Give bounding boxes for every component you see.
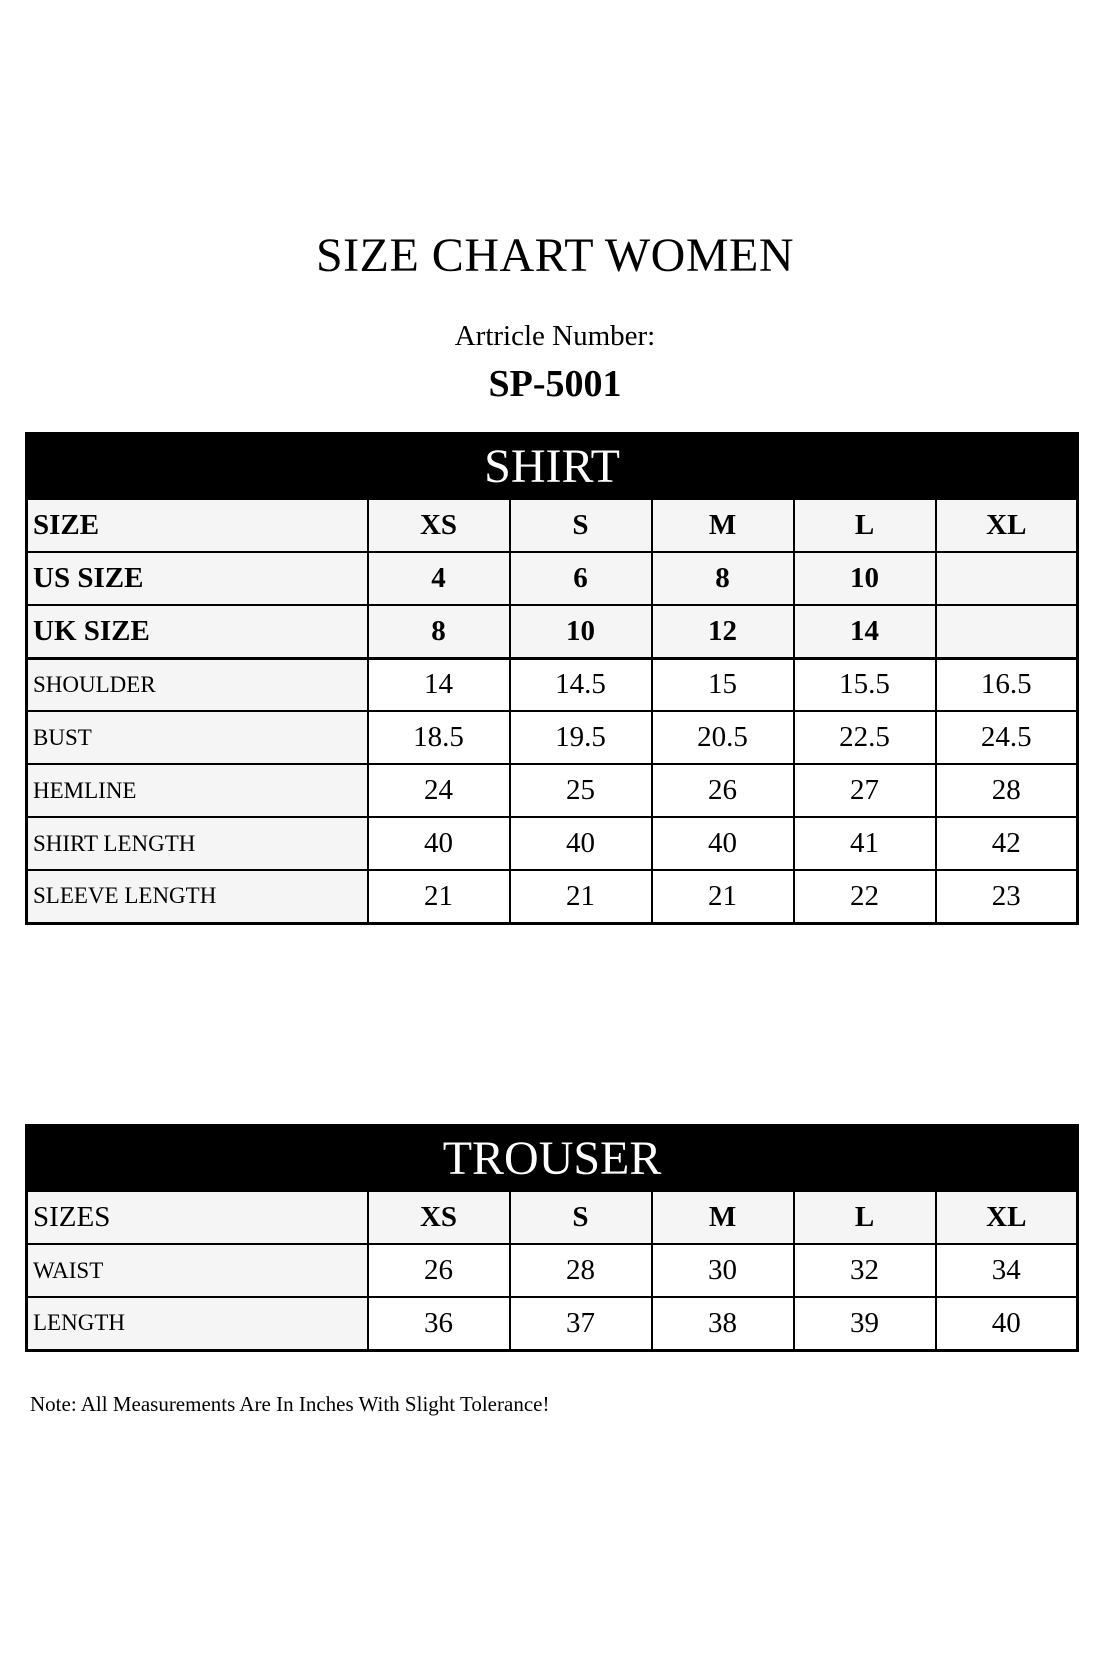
- size-header-cell: XL: [936, 1191, 1078, 1244]
- size-header-cell: S: [510, 1191, 652, 1244]
- table-cell: 6: [510, 552, 652, 605]
- table-row: [27, 711, 1078, 764]
- table-row: [27, 870, 1078, 923]
- table-cell: 15.5: [794, 658, 936, 711]
- table-cell: 26: [368, 1244, 510, 1297]
- size-header-cell: XS: [368, 1191, 510, 1244]
- table-row-label: UK SIZE: [27, 605, 368, 658]
- table-cell: 18.5: [368, 711, 510, 764]
- table-row-label: US SIZE: [27, 552, 368, 605]
- table-cell: 38: [652, 1297, 794, 1350]
- size-header-cell: S: [510, 499, 652, 552]
- table-cell: 10: [510, 605, 652, 658]
- table-cell: 37: [510, 1297, 652, 1350]
- table-cell: 36: [368, 1297, 510, 1350]
- trouser-section-title: TROUSER: [27, 1126, 1078, 1192]
- table-cell: 40: [368, 817, 510, 870]
- table-row-label: SHIRT LENGTH: [27, 817, 368, 870]
- table-cell: 10: [794, 552, 936, 605]
- table-cell: 24: [368, 764, 510, 817]
- table-cell: [936, 552, 1078, 605]
- table-cell: 15: [652, 658, 794, 711]
- table-cell: 8: [652, 552, 794, 605]
- table-row-label: SLEEVE LENGTH: [27, 870, 368, 923]
- table-cell: 12: [652, 605, 794, 658]
- table-row: [27, 1297, 1078, 1350]
- table-cell: 26: [652, 764, 794, 817]
- size-header-cell: L: [794, 499, 936, 552]
- article-number-label: Artricle Number:: [454, 320, 656, 352]
- table-cell: 23: [936, 870, 1078, 923]
- size-header-cell: L: [794, 1191, 936, 1244]
- table-cell: 39: [794, 1297, 936, 1350]
- table-cell: 41: [794, 817, 936, 870]
- table-cell: [936, 605, 1078, 658]
- size-header-cell: XS: [368, 499, 510, 552]
- table-cell: 24.5: [936, 711, 1078, 764]
- table-row-label: BUST: [27, 711, 368, 764]
- table-row: [27, 658, 1078, 711]
- table-cell: 42: [936, 817, 1078, 870]
- table-cell: 40: [652, 817, 794, 870]
- table-cell: 22: [794, 870, 936, 923]
- table-cell: 30: [652, 1244, 794, 1297]
- table-row: [27, 605, 1078, 658]
- table-row-label: SIZE: [27, 499, 368, 552]
- table-row-label: HEMLINE: [27, 764, 368, 817]
- table-cell: 19.5: [510, 711, 652, 764]
- table-row-label: SIZES: [27, 1191, 368, 1244]
- table-cell: 27: [794, 764, 936, 817]
- table-cell: 14: [368, 658, 510, 711]
- size-header-cell: M: [652, 1191, 794, 1244]
- table-cell: 22.5: [794, 711, 936, 764]
- table-row-label: LENGTH: [27, 1297, 368, 1350]
- table-row: [27, 552, 1078, 605]
- shirt-size-header-row: [27, 499, 1078, 552]
- table-cell: 40: [936, 1297, 1078, 1350]
- table-cell: 40: [510, 817, 652, 870]
- table-cell: 4: [368, 552, 510, 605]
- table-cell: 20.5: [652, 711, 794, 764]
- table-cell: 32: [794, 1244, 936, 1297]
- size-header-cell: M: [652, 499, 794, 552]
- table-cell: 8: [368, 605, 510, 658]
- table-cell: 21: [510, 870, 652, 923]
- table-row: [27, 817, 1078, 870]
- table-row: [27, 1244, 1078, 1297]
- table-cell: 16.5: [936, 658, 1078, 711]
- table-row: [27, 764, 1078, 817]
- measurement-note: Note: All Measurements Are In Inches With Slight Tolerance!: [30, 1392, 550, 1416]
- table-cell: 25: [510, 764, 652, 817]
- table-cell: 28: [510, 1244, 652, 1297]
- article-number-value: SP-5001: [488, 363, 622, 405]
- table-cell: 14: [794, 605, 936, 658]
- table-cell: 14.5: [510, 658, 652, 711]
- page-title: SIZE CHART WOMEN: [315, 229, 794, 282]
- shirt-section-title: SHIRT: [27, 434, 1078, 500]
- table-cell: 28: [936, 764, 1078, 817]
- table-row-label: SHOULDER: [27, 658, 368, 711]
- table-row-label: WAIST: [27, 1244, 368, 1297]
- table-cell: 21: [368, 870, 510, 923]
- table-cell: 21: [652, 870, 794, 923]
- shirt-size-table: [25, 432, 1079, 925]
- trouser-size-table: [25, 1124, 1079, 1352]
- table-cell: 34: [936, 1244, 1078, 1297]
- trouser-size-header-row: [27, 1191, 1078, 1244]
- size-header-cell: XL: [936, 499, 1078, 552]
